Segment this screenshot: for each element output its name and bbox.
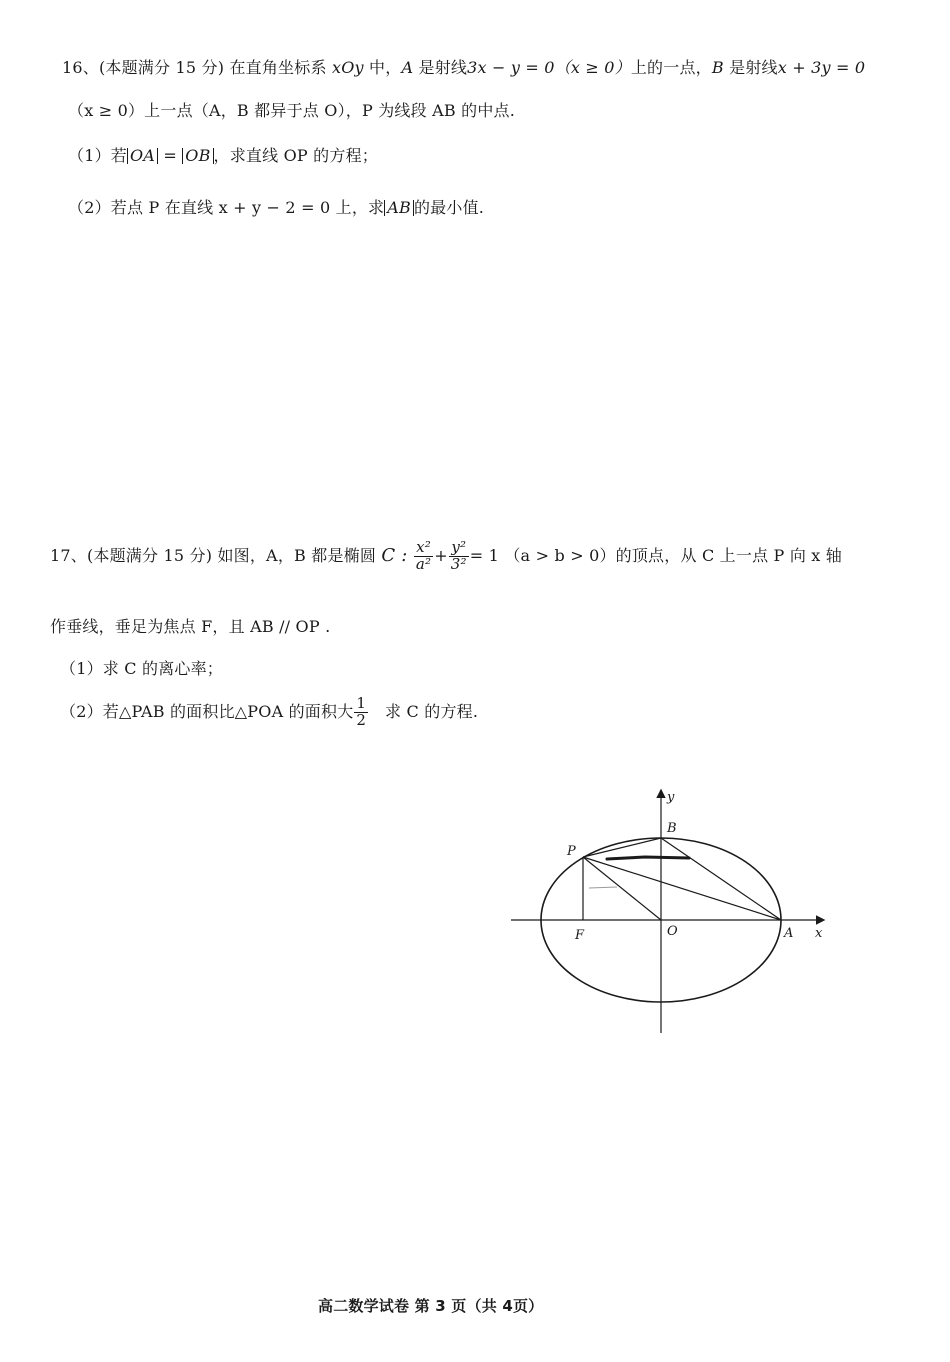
faint-mark — [589, 887, 617, 888]
q17-frac-x-num: x² — [414, 540, 433, 557]
q16-abs-oa: OA — [127, 148, 158, 164]
q17-half-num: 1 — [356, 694, 367, 712]
q17-line2: 作垂线，垂足为焦点 F，且 AB // OP . — [50, 617, 331, 636]
q16-ray2: x + 3y = 0 — [777, 58, 866, 77]
q17-part2 — [60, 696, 478, 729]
q17-frac-y-num: y² — [449, 540, 469, 557]
label-x: x — [815, 926, 823, 941]
q17-frac-x — [414, 540, 433, 573]
ellipse-figure — [505, 785, 835, 1045]
q17-part1: （1）求 C 的离心率； — [60, 659, 223, 678]
q17-half-den: 2 — [356, 710, 367, 729]
q16-mid3: 上的一点， — [630, 58, 712, 77]
q16-part1-eq: = — [158, 146, 183, 165]
q16-ray1: 3x − y = 0（x ≥ 0） — [467, 58, 631, 77]
q16-xoy: xOy — [331, 58, 364, 77]
q17-frac-y-den: 3² — [450, 554, 467, 573]
q16-part1-suffix: ，求直线 OP 的方程； — [213, 146, 378, 165]
q16-part2-prefix: （2）若点 P 在直线 x + y − 2 = 0 上，求 — [68, 198, 385, 217]
label-p: P — [567, 844, 576, 859]
label-o: O — [667, 924, 678, 939]
q16-line2: （x ≥ 0）上一点（A，B 都异于点 O），P 为线段 AB 的中点. — [68, 101, 516, 120]
q16-header: 16、(本题满分 15 分) 在直角坐标系 — [62, 58, 327, 77]
q17-c: C : — [381, 544, 408, 566]
q17-part2-prefix: （2）若△PAB 的面积比△POA 的面积大 — [60, 701, 354, 721]
q17-header: 17、(本题满分 15 分) 如图，A，B 都是椭圆 — [50, 545, 377, 565]
q16-abs-ob: OB — [182, 148, 213, 164]
q17-line1 — [50, 540, 842, 573]
q16-mid2: 是射线 — [413, 58, 468, 77]
q17-frac-y — [449, 540, 469, 573]
segment-ab — [661, 838, 781, 920]
q17-part2-suffix: 求 C 的方程. — [385, 701, 479, 721]
q16-line1 — [62, 55, 865, 78]
q16-part1-prefix: （1）若 — [68, 146, 127, 165]
q17-cond: （a > b > 0）的顶点，从 C 上一点 P 向 x 轴 — [504, 545, 843, 565]
handwritten-mark — [607, 857, 689, 859]
segment-po — [583, 857, 661, 920]
label-f: F — [575, 928, 585, 943]
q16-mid4: 是射线 — [723, 58, 778, 77]
q16-mid1: 中， — [363, 58, 402, 77]
page-footer: 高二数学试卷 第 3 页（共 4页） — [318, 1297, 544, 1315]
segment-pb — [583, 838, 661, 857]
q17-frac-half — [354, 696, 368, 729]
label-b: B — [667, 821, 677, 836]
q16-part2-suffix: 的最小值. — [413, 198, 485, 217]
label-y: y — [667, 790, 675, 805]
q16-part2 — [68, 195, 484, 218]
q17-frac-x-den: a² — [415, 554, 432, 573]
q16-part1 — [68, 143, 378, 166]
q17-plus: + — [434, 545, 448, 565]
q17-eq1: = 1 — [469, 545, 500, 565]
q16-abs-ab: AB — [384, 200, 414, 216]
label-a: A — [784, 926, 794, 941]
q16-point-b: B — [711, 58, 724, 77]
q16-point-a: A — [401, 58, 414, 77]
